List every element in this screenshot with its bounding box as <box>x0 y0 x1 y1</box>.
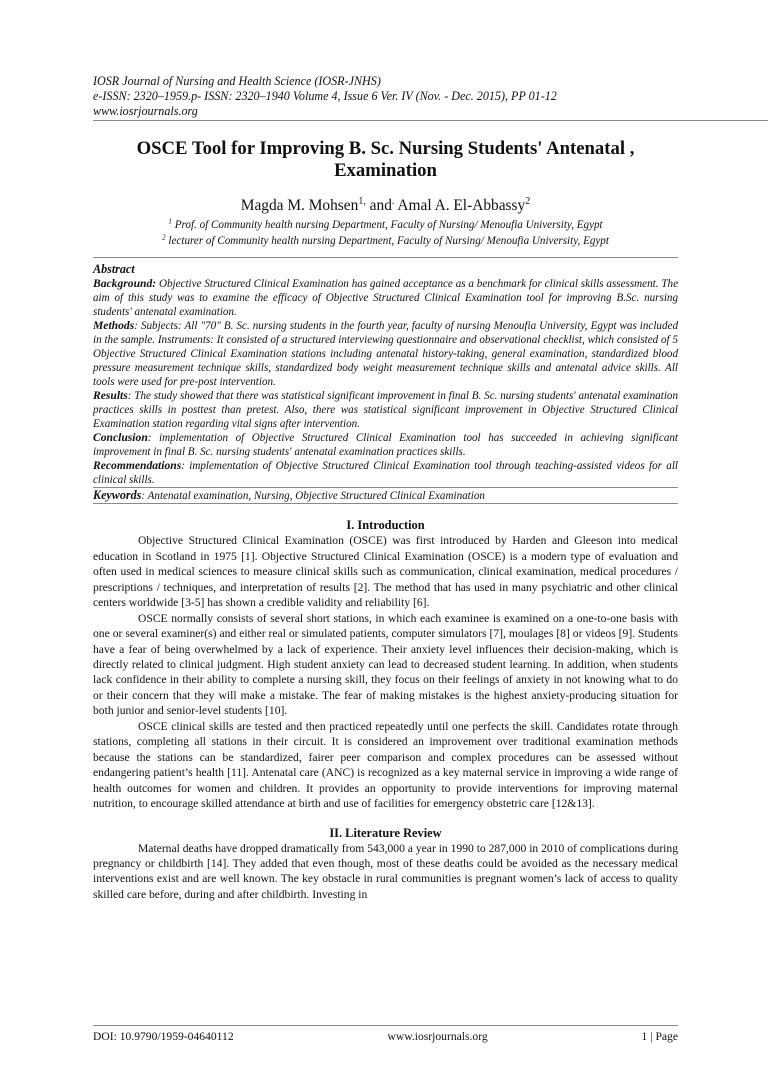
conclusion-text: : implementation of Objective Structured Clinical Examination tool has succeeded in achieving significant improvement in final B. Sc. nursing students' antenatal examination practices skills. <box>93 432 678 459</box>
keywords-text: : Antenatal examination, Nursing, Objective Structured Clinical Examination <box>141 490 485 503</box>
paper-page <box>93 74 678 902</box>
paper-title <box>93 138 678 182</box>
abstract <box>93 262 678 487</box>
recommendations-label: Recommendations <box>93 459 182 473</box>
footer-divider <box>93 1025 678 1026</box>
affiliation-1-text: Prof. of Community health nursing Department, Faculty of Nursing/ Menoufia University, Egypt <box>171 219 603 232</box>
abstract-top-divider <box>93 257 678 258</box>
author-list <box>93 197 678 215</box>
section-2-heading: II. Literature Review <box>329 825 442 840</box>
author-and: and <box>365 197 392 215</box>
keywords-divider <box>93 503 678 504</box>
title-line-1: OSCE Tool for Improving B. Sc. Nursing Students' Antenatal , <box>136 138 635 160</box>
section-1-paragraph: OSCE clinical skills are tested and then practiced repeatedly until one perfects the skill. Candidates rotate through stations, completing all stations in their circuit. It is considered an improvement over traditional examination methods because the stations can be standardized, fairer peer comparison and complex procedures can be assessed without endangering patient’s health [11]. Antenatal care (ANC) is recognized as a key maternal service in improving a wide range of health outcomes for women and children. It provides an opportunity to provide interventions for improving maternal nutrition, to encourage skilled attendance at birth and use of facilities for emergency obstetric care [12&13]. <box>93 719 678 811</box>
author-2-sup: 2 <box>525 196 531 208</box>
keywords <box>93 488 678 503</box>
section-1-paragraph: OSCE normally consists of several short stations, in which each examinee is examined on a one-to-one basis with one or several examiner(s) and either real or simulated patients, computer simulators [7], moulages [8] or videos [9]. Students have a fear of being overwhelmed by a lack of experience. Their anxiety level influences their decision-making, which is directly related to clinical judgment. High student anxiety can lead to decreased student learning. In addition, when students lack confidence in their ability to complete a nursing skill, they focus on their feelings of anxiety in not knowing what to do or their concern that they will make a mistake. The fear of making mistakes is the highest anxiety-producing situation for both junior and senior-level students [10]. <box>93 611 678 718</box>
abstract-results <box>93 389 678 431</box>
affiliation-2-sup: 2 <box>162 233 166 242</box>
journal-header <box>93 74 678 118</box>
journal-site: www.iosrjournals.org <box>93 103 198 118</box>
journal-name: IOSR Journal of Nursing and Health Science (IOSR-JNHS) <box>93 74 381 88</box>
header-divider <box>93 120 768 121</box>
footer-doi: DOI: 10.9790/1959-04640112 <box>93 1030 234 1043</box>
footer-site: www.iosrjournals.org <box>387 1030 488 1043</box>
conclusion-label: Conclusion <box>93 431 148 445</box>
recommendations-text: : implementation of Objective Structured Clinical Examination tool through teaching-assisted videos for all clinical skills. <box>93 460 678 487</box>
author-1: Magda M. Mohsen <box>240 197 359 215</box>
page-footer <box>93 1025 678 1043</box>
section-1-body <box>93 533 678 811</box>
results-label: Results <box>93 389 128 403</box>
abstract-heading: Abstract <box>93 262 135 277</box>
abstract-background <box>93 277 678 319</box>
footer-page-number: 1 | Page <box>641 1030 678 1043</box>
background-text: Objective Structured Clinical Examination has gained acceptance as a benchmark for clinical skills assessment. The aim of this study was to examine the efficacy of Objective Structured Clinical Examination tool for improving B.Sc. nursing students' antenatal examination. <box>93 278 678 319</box>
author-2: Amal A. El-Abbassy <box>394 197 526 215</box>
journal-issn: e-ISSN: 2320–1959.p- ISSN: 2320–1940 Volume 4, Issue 6 Ver. IV (Nov. - Dec. 2015), PP 01-12 <box>93 88 557 103</box>
author-and-sup: . <box>391 196 395 208</box>
title-line-2: Examination <box>334 160 437 182</box>
affiliation-1-sup: 1 <box>168 217 172 226</box>
section-1-paragraph: Objective Structured Clinical Examination (OSCE) was first introduced by Harden and Gleeson into medical education in Scotland in 1975 [1]. Objective Structured Clinical Examination (OSCE) is a modern type of evaluation and often used in medical sciences to measure clinical skills such as communication, clinical examination, medical procedures / prescriptions / techniques, and interpretation of results [2]. The method that has used in many psychiatric and other clinical centers worldwide [3-5] has shown a credible validity and reliability [6]. <box>93 534 678 610</box>
section-2-paragraph: Maternal deaths have dropped dramatically from 543,000 a year in 1990 to 287,000 in 2010 of complications during pregnancy or childbirth [14]. They added that even though, most of these deaths could be avoided as the necessary medical interventions exist and are well known. The key obstacle in rural communities is pregnant women’s lack of access to quality skilled care before, during and after childbirth. Investing in <box>93 841 678 901</box>
methods-label: Methods <box>93 319 135 333</box>
section-1-heading: I. Introduction <box>346 518 425 533</box>
background-label: Background: <box>93 277 157 291</box>
abstract-methods <box>93 319 678 389</box>
affiliation-1 <box>93 217 678 233</box>
keywords-label: Keywords <box>93 488 142 503</box>
abstract-conclusion <box>93 431 678 459</box>
author-1-sup: 1, <box>358 196 366 208</box>
affiliation-2-text: lecturer of Community health nursing Department, Faculty of Nursing/ Menoufia University, Egypt <box>165 235 609 248</box>
results-text: : The study showed that there was statistical significant improvement in final B. Sc. nursing students' antenatal examination practices skills in posttest than pretest. Also, there was statistical significant improvement in Objective Structured Clinical Examination station regarding vital signs after intervention. <box>93 390 678 431</box>
abstract-recommendations <box>93 459 678 487</box>
methods-text: : Subjects: All "70" B. Sc. nursing students in the fourth year, faculty of nursing Menoufia University, Egypt was included in the sample. Instruments: It consisted of a structured interviewing questionnaire and observational checklist, which consisted of 5 Objective Structured Clinical Examination stations including antenatal history-taking, general examination, standardized blood pressure measurement technique skills, standardized body weight measurement technique skills and antenatal advice skills. All tools were used for pre-post intervention. <box>93 320 678 389</box>
affiliation-2 <box>93 233 678 249</box>
affiliations <box>93 217 678 249</box>
section-2-body <box>93 841 678 903</box>
